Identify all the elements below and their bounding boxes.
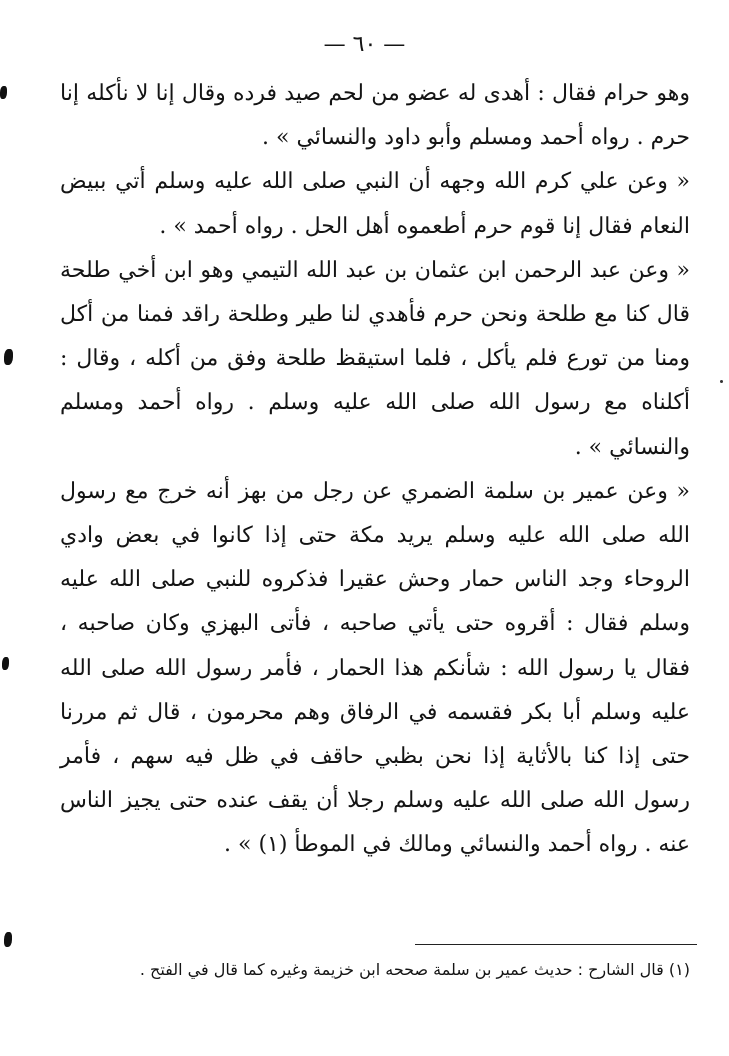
- paragraph-hadith-continuation: وهو حرام فقال : أهدى له عضو من لحم صيد فرده وقال إنا لا نأكله إنا حرم . رواه أحمد ومسلم وأبو داود والنسائي » .: [60, 81, 690, 151]
- margin-ink-mark: [4, 932, 12, 947]
- footnote: (١) قال الشارح : حديث عمير بن سلمة صححه ابن خزيمة وغيره كما قال في الفتح .: [139, 960, 690, 979]
- main-text: [60, 72, 690, 868]
- paragraph-hadith-umayr: « وعن عمير بن سلمة الضمري عن رجل من بهز أنه خرج مع رسول الله صلى الله عليه وسلم يريد مكة حتى إذا كانوا في بعض وادي الروحاء وجد الناس حمار وحش عقيرا فذكروه للنبي صلى الله عليه وسلم فقال : أقروه حتى يأتي صاحبه ، فأتى البهزي وكان صاحبه ، فقال يا رسول الله : شأنكم هذا الحمار ، فأمر رسول الله صلى الله عليه وسلم أبا بكر فقسمه في الرفاق وهم محرمون ، قال ثم مررنا حتى إذا كنا بالأثاية إذا نحن بظبي حاقف في ظل فيه سهم ، فأمر رسول الله صلى الله عليه وسلم رجلا أن يقف عنده حتى يجيز الناس عنه . رواه أحمد والنسائي ومالك في الموطأ (١) » .: [60, 478, 690, 858]
- paragraph-hadith-abd-al-rahman: « وعن عبد الرحمن ابن عثمان بن عبد الله التيمي وهو ابن أخي طلحة قال كنا مع طلحة ونحن حرم فأهدي لنا طير وطلحة راقد فمنا من أكل ومنا من تورع فلم يأكل ، فلما استيقظ طلحة وفق من أكله ، وقال : أكلناه مع رسول الله صلى الله عليه وسلم . رواه أحمد ومسلم والنسائي » .: [60, 257, 690, 460]
- page-number: — ٦٠ —: [323, 32, 406, 57]
- footnote-divider: [415, 944, 697, 945]
- margin-ink-mark: [4, 349, 13, 365]
- margin-ink-mark: [2, 657, 9, 670]
- paragraph-hadith-ali: « وعن علي كرم الله وجهه أن النبي صلى الله عليه وسلم أتي ببيض النعام فقال إنا قوم حرم أطعموه أهل الحل . رواه أحمد » .: [60, 169, 690, 239]
- scan-speck: [720, 380, 723, 383]
- margin-ink-mark: [0, 86, 7, 99]
